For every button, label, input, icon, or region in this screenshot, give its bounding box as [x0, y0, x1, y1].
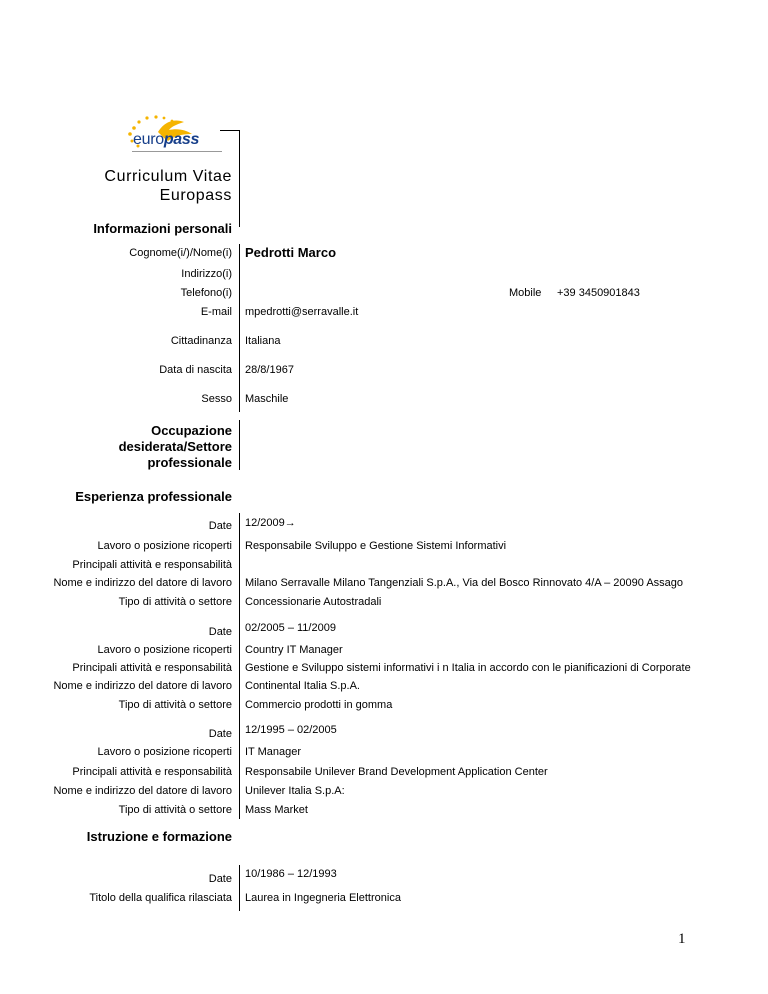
job1-date-value: 12/2009→	[245, 517, 296, 529]
mobile-label: Mobile	[509, 287, 542, 299]
job1-sector-label: Tipo di attività o settore	[118, 596, 232, 608]
citizenship-value: Italiana	[245, 335, 281, 347]
edu-title-label: Titolo della qualifica rilasciata	[89, 892, 232, 904]
occupation-line1: Occupazione	[151, 423, 232, 438]
address-label: Indirizzo(i)	[181, 268, 232, 280]
section-personal-heading: Informazioni personali	[93, 221, 232, 236]
job1-sector-value: Concessionarie Autostradali	[245, 596, 382, 608]
phone-label: Telefono(i)	[180, 287, 232, 299]
name-value: Pedrotti Marco	[245, 245, 337, 260]
section-occupation-heading	[119, 423, 232, 471]
email-value: mpedrotti@serravalle.it	[245, 306, 359, 318]
section-experience-heading: Esperienza professionale	[75, 489, 232, 504]
job2-date-label: Date	[208, 626, 232, 638]
job3-date-label: Date	[208, 728, 232, 740]
job3-sector-label: Tipo di attività o settore	[118, 804, 232, 816]
job1-activities-label: Principali attività e responsabilità	[72, 559, 232, 571]
divider-line	[239, 244, 240, 412]
cv-title	[104, 167, 232, 205]
job3-position-value: IT Manager	[245, 746, 302, 758]
divider-line	[239, 420, 240, 470]
job2-activities-label: Principali attività e responsabilità	[72, 662, 232, 674]
birth-label: Data di nascita	[159, 364, 232, 376]
job1-employer-label: Nome e indirizzo del datore di lavoro	[53, 577, 232, 589]
mobile-value: +39 3450901843	[557, 287, 640, 299]
name-label: Cognome(i/)/Nome(i)	[129, 247, 232, 259]
edu-date-label: Date	[208, 873, 232, 885]
page-number: 1	[678, 931, 686, 947]
divider-line	[239, 130, 240, 227]
job2-sector-label: Tipo di attività o settore	[118, 699, 232, 711]
job3-activities-value: Responsabile Unilever Brand Development Application Center	[245, 766, 548, 778]
edu-date-value: 10/1986 – 12/1993	[245, 868, 337, 880]
job1-employer-value: Milano Serravalle Milano Tangenziali S.p.A., Via del Bosco Rinnovato 4/A – 20090 Assago	[245, 577, 684, 589]
job3-employer-value: Unilever Italia S.p.A:	[245, 785, 345, 797]
job1-position-value: Responsabile Sviluppo e Gestione Sistemi Informativi	[245, 540, 507, 552]
divider-line	[239, 513, 240, 819]
divider-line	[239, 865, 240, 911]
job2-date-value: 02/2005 – 11/2009	[245, 622, 336, 634]
occupation-line2: desiderata/Settore	[118, 439, 232, 454]
cv-title-line1: Curriculum Vitae	[104, 168, 232, 185]
citizenship-label: Cittadinanza	[170, 335, 232, 347]
job2-employer-value: Continental Italia S.p.A.	[245, 680, 360, 692]
job1-date-label: Date	[208, 520, 232, 532]
job2-activities-value: Gestione e Sviluppo sistemi informativi i n Italia in accordo con le pianificazioni di Corporate	[245, 662, 691, 674]
email-label: E-mail	[200, 306, 232, 318]
job2-sector-value: Commercio prodotti in gomma	[245, 699, 393, 711]
job2-position-label: Lavoro o posizione ricoperti	[97, 644, 232, 656]
sex-label: Sesso	[201, 393, 232, 405]
header-rule	[220, 130, 240, 131]
edu-title-value: Laurea in Ingegneria Elettronica	[245, 892, 401, 904]
job2-employer-label: Nome e indirizzo del datore di lavoro	[53, 680, 232, 692]
job1-position-label: Lavoro o posizione ricoperti	[97, 540, 232, 552]
job2-position-value: Country IT Manager	[245, 644, 343, 656]
cv-title-line2: Europass	[159, 187, 232, 204]
job3-activities-label: Principali attività e responsabilità	[72, 766, 232, 778]
sex-value: Maschile	[245, 393, 289, 405]
section-education-heading: Istruzione e formazione	[86, 829, 232, 844]
brand-pass-text: pass	[163, 131, 200, 148]
job3-employer-label: Nome e indirizzo del datore di lavoro	[53, 785, 232, 797]
brand-euro-text: euro	[133, 131, 164, 148]
occupation-line3: professionale	[147, 455, 232, 470]
job3-sector-value: Mass Market	[245, 804, 308, 816]
birth-value: 28/8/1967	[245, 364, 294, 376]
europass-brand	[133, 131, 199, 149]
job3-position-label: Lavoro o posizione ricoperti	[97, 746, 232, 758]
job3-date-value: 12/1995 – 02/2005	[245, 724, 337, 736]
